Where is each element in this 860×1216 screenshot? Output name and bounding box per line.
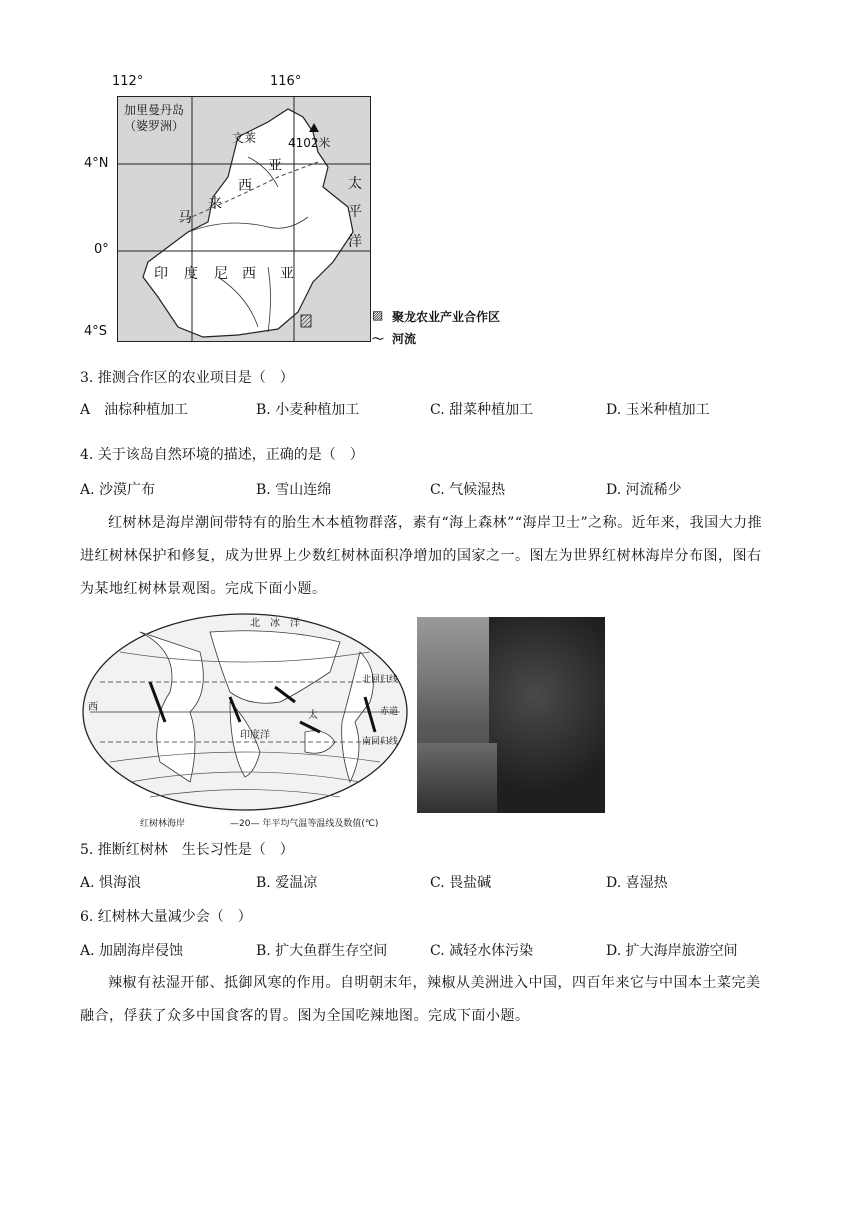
q5-option-b[interactable]: B. 爱温凉 bbox=[256, 875, 318, 891]
pacific-char-tai: 太 bbox=[348, 176, 362, 192]
indonesia-char-du: 度 bbox=[184, 266, 198, 282]
indonesia-char-xi: 西 bbox=[242, 266, 256, 282]
q4-option-d[interactable]: D. 河流稀少 bbox=[606, 482, 682, 498]
tropic-capricorn-label: 南回归线 bbox=[362, 737, 399, 747]
pacific-char-ping: 平 bbox=[348, 204, 362, 220]
q6-option-c[interactable]: C. 减轻水体污染 bbox=[430, 943, 534, 959]
malaysia-char-ma: 马 bbox=[178, 210, 192, 226]
malaysia-char-ya: 亚 bbox=[268, 158, 282, 174]
borneo-map-frame bbox=[117, 96, 371, 342]
lon-label-116: 116° bbox=[270, 74, 302, 89]
q3-option-d[interactable]: D. 玉米种植加工 bbox=[606, 402, 710, 418]
q5-option-a[interactable]: A. 惧海浪 bbox=[80, 875, 142, 891]
indonesia-char-ya: 亚 bbox=[280, 266, 294, 282]
q4-option-b[interactable]: B. 雪山连绵 bbox=[256, 482, 332, 498]
peak-elevation-label: 4102米 bbox=[288, 136, 331, 150]
island-name-label: 加里曼丹岛 bbox=[124, 103, 185, 117]
indonesia-char-yin: 印 bbox=[154, 266, 168, 282]
arctic-ocean-label: 北 冰 洋 bbox=[250, 618, 300, 629]
malaysia-char-xi: 西 bbox=[238, 178, 252, 194]
island-alt-label: （婆罗洲） bbox=[124, 119, 185, 133]
q6-option-d[interactable]: D. 扩大海岸旅游空间 bbox=[606, 943, 738, 959]
pacific-label: 太 bbox=[308, 710, 318, 721]
lat-label-0: 0° bbox=[94, 242, 109, 257]
legend-river-icon: 〜 bbox=[372, 332, 385, 346]
question-5-stem: 5. 推断红树林 生长习性是（ ） bbox=[80, 842, 294, 858]
mangrove-tree-mass bbox=[489, 617, 605, 813]
q5-option-c[interactable]: C. 畏盐碱 bbox=[430, 875, 492, 891]
pacific-char-yang: 洋 bbox=[348, 234, 362, 250]
legend-isotherm: —20— 年平均气温等温线及数值(℃) bbox=[230, 819, 379, 829]
lon-label-112: 112° bbox=[112, 74, 144, 89]
cooperation-zone-mark bbox=[301, 315, 311, 327]
world-mangrove-map bbox=[80, 612, 410, 830]
lat-label-4s: 4°S bbox=[84, 324, 108, 339]
tropic-cancer-label: 北回归线 bbox=[362, 675, 399, 685]
q3-option-b[interactable]: B. 小麦种植加工 bbox=[256, 402, 360, 418]
legend-zone-icon: ▨ bbox=[372, 308, 384, 322]
q5-option-d[interactable]: D. 喜湿热 bbox=[606, 875, 668, 891]
legend-mangrove-coast: 红树林海岸 bbox=[140, 819, 186, 829]
question-3-stem: 3. 推测合作区的农业项目是（ ） bbox=[80, 370, 294, 386]
mangrove-landscape-photo bbox=[417, 617, 605, 813]
question-6-stem: 6. 红树林大量减少会（ ） bbox=[80, 909, 252, 925]
q4-option-c[interactable]: C. 气候湿热 bbox=[430, 482, 506, 498]
legend-zone-label: 聚龙农业产业合作区 bbox=[392, 310, 501, 324]
photo-water bbox=[417, 743, 497, 813]
malaysia-char-lai: 来 bbox=[208, 196, 222, 212]
q3-option-a[interactable]: A 油棕种植加工 bbox=[80, 402, 189, 418]
q6-option-b[interactable]: B. 扩大鱼群生存空间 bbox=[256, 943, 388, 959]
equator-label: 赤道 bbox=[380, 707, 399, 717]
question-4-stem: 4. 关于该岛自然环境的描述，正确的是（ ） bbox=[80, 447, 364, 463]
q6-option-a[interactable]: A. 加剧海岸侵蚀 bbox=[80, 943, 184, 959]
q4-option-a[interactable]: A. 沙漠广布 bbox=[80, 482, 156, 498]
indonesia-char-ni: 尼 bbox=[214, 266, 228, 282]
chili-intro-paragraph: 辣椒有祛湿开郁、抵御风寒的作用。自明朝末年，辣椒从美洲进入中国，四百年来它与中国本土菜完美融合，俘获了众多中国食客的胃。图为全国吃辣地图。完成下面小题。 bbox=[80, 975, 761, 1024]
borneo-map-figure bbox=[80, 72, 550, 362]
brunei-label: 文莱 bbox=[232, 131, 257, 145]
world-map-svg bbox=[80, 612, 410, 830]
legend-river-label: 河流 bbox=[392, 332, 417, 346]
q3-option-c[interactable]: C. 甜菜种植加工 bbox=[430, 402, 534, 418]
indian-ocean-label: 印度洋 bbox=[240, 730, 270, 741]
atlantic-label: 西 bbox=[88, 702, 98, 713]
lat-label-4n: 4°N bbox=[84, 156, 109, 171]
mangrove-intro-paragraph: 红树林是海岸潮间带特有的胎生木本植物群落，素有“海上森林”“海岸卫士”之称。近年来，我国大力推进红树林保护和修复，成为世界上少数红树林面积净增加的国家之一。图左为世界红树林海岸分布图，图右为某地红树林景观图。完成下面小题。 bbox=[80, 515, 763, 597]
